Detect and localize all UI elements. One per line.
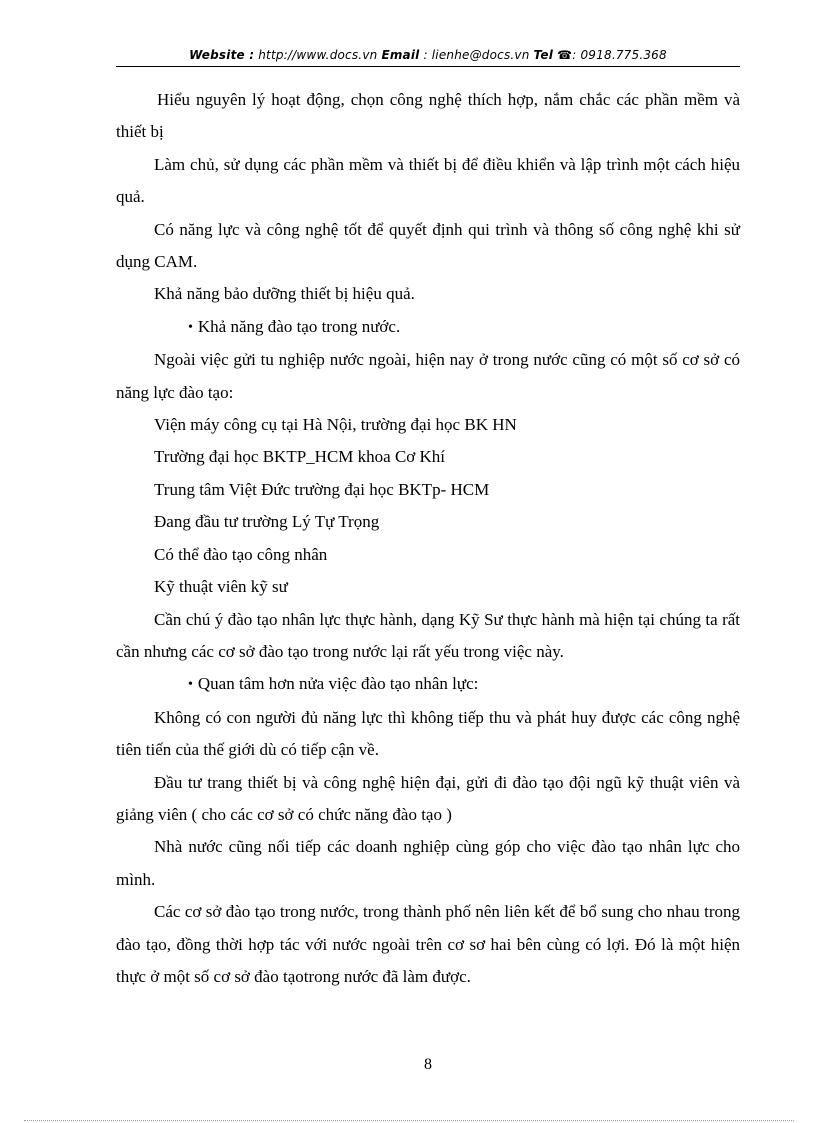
page-header: [116, 48, 740, 62]
paragraph: Làm chủ, sử dụng các phần mềm và thiết bị để điều khiển và lập trình một cách hiệu quả.: [116, 154, 740, 207]
phone-icon: ☎: [557, 48, 573, 62]
email-value[interactable]: : lienhe@docs.vn: [419, 48, 534, 62]
website-label: Website :: [189, 48, 255, 62]
paragraph: Các cơ sở đào tạo trong nước, trong thành phố nên liên kết để bổ sung cho nhau trong đào tạo, đồng thời hợp tác với nước ngoài trên cơ sơ hai bên cùng có lợi. Đó là một hiện thực ở một số cơ sở đào tạotrong nước đã làm được.: [116, 902, 740, 986]
page-number: 8: [424, 1056, 432, 1073]
paragraph: Có năng lực và công nghệ tốt để quyết định qui trình và thông số công nghệ khi sử dụng CAM.: [116, 219, 740, 272]
paragraph: Viện máy công cụ tại Hà Nội, trường đại học BK HN: [154, 415, 517, 435]
tel-value: : 0918.775.368: [572, 48, 667, 62]
bullet-text: Quan tâm hơn nửa việc đào tạo nhân lực:: [197, 674, 479, 694]
header-divider: [116, 66, 740, 67]
document-body: [116, 84, 740, 993]
email-label: Email: [381, 48, 420, 62]
paragraph: Trường đại học BKTP_HCM khoa Cơ Khí: [154, 447, 446, 467]
paragraph: Ngoài việc gửi tu nghiệp nước ngoài, hiện nay ở trong nước cũng có một số cơ sở có năng lực đào tạo:: [116, 350, 740, 402]
paragraph: Nhà nước cũng nối tiếp các doanh nghiệp cùng góp cho việc đào tạo nhân lực cho mình.: [116, 837, 740, 889]
paragraph: Khả năng bảo dưỡng thiết bị hiệu quả.: [154, 284, 415, 304]
paragraph: Đang đầu tư trường Lý Tự Trọng: [154, 512, 380, 532]
page-bottom-border: [24, 1120, 794, 1121]
bullet-item: [116, 668, 740, 701]
bullet-icon: •: [188, 677, 193, 693]
tel-label: Tel: [533, 48, 554, 62]
bullet-icon: •: [188, 319, 193, 335]
paragraph: Không có con người đủ năng lực thì không tiếp thu và phát huy được các công nghệ tiên tiến của thế giới dù có tiếp cận về.: [116, 707, 740, 760]
paragraph: Có thể đào tạo công nhân: [154, 544, 328, 564]
website-url[interactable]: http://www.docs.vn: [254, 48, 382, 62]
paragraph: Trung tâm Việt Đức trường đại học BKTp- HCM: [154, 479, 490, 499]
bullet-text: Khả năng đào tạo trong nước.: [197, 316, 401, 336]
paragraph: Kỹ thuật viên kỹ sư: [154, 577, 288, 597]
bullet-item: [116, 311, 740, 344]
paragraph: Cần chú ý đào tạo nhân lực thực hành, dạng Kỹ Sư thực hành mà hiện tại chúng ta rất cần nhưng các cơ sở đào tạo trong nước lại rất yếu trong việc này.: [116, 609, 740, 661]
paragraph: Hiểu nguyên lý hoạt động, chọn công nghệ thích hợp, nắm chắc các phần mềm và thiết bị: [116, 90, 740, 142]
paragraph: Đầu tư trang thiết bị và công nghệ hiện đại, gửi đi đào tạo đội ngũ kỹ thuật viên và giảng viên ( cho các cơ sở có chức năng đào tạo ): [116, 772, 740, 824]
